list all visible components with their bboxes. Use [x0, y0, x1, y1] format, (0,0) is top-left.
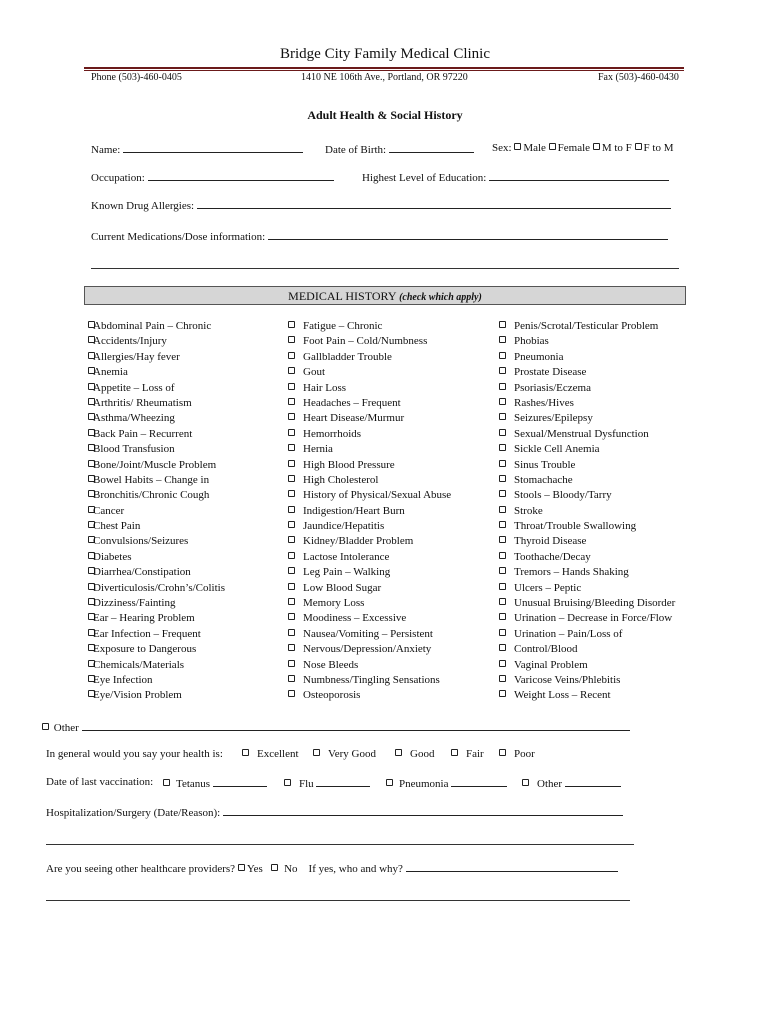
condition-label: Accidents/Injury — [93, 335, 167, 348]
providers-yes-checkbox[interactable] — [238, 864, 245, 871]
sex-option-ftm: F to M — [643, 142, 674, 154]
condition-vaginal-problem[interactable] — [499, 658, 675, 673]
condition-label: Gout — [303, 366, 325, 379]
checkbox-icon[interactable] — [499, 690, 506, 697]
condition-label: Sickle Cell Anemia — [514, 443, 600, 456]
condition-ear-hearing-problem[interactable] — [88, 611, 225, 626]
name-field[interactable] — [123, 142, 303, 153]
condition-label: Bone/Joint/Muscle Problem — [93, 458, 217, 471]
checkbox-icon[interactable] — [288, 490, 295, 497]
condition-diverticulosis-crohn-s-colitis[interactable] — [88, 581, 225, 596]
condition-label: Hernia — [303, 443, 333, 456]
condition-label: Varicose Veins/Phlebitis — [514, 673, 621, 686]
condition-accidents-injury[interactable] — [88, 334, 225, 349]
header-rule-thin — [84, 70, 684, 71]
condition-label: Nose Bleeds — [303, 658, 359, 671]
condition-cancer[interactable] — [88, 504, 225, 519]
vaccination-label: Date of last vaccination: — [46, 776, 154, 788]
checkbox-icon[interactable] — [242, 749, 249, 756]
condition-appetite-loss-of[interactable] — [88, 381, 225, 396]
medications-field[interactable] — [268, 229, 668, 240]
providers-follow-up-label: If yes, who and why? — [308, 863, 403, 875]
checkbox-icon[interactable] — [288, 644, 295, 651]
condition-rashes-hives[interactable] — [499, 396, 675, 411]
condition-label: Tremors – Hands Shaking — [514, 566, 629, 579]
sex-female-checkbox[interactable] — [549, 143, 556, 150]
checkbox-icon[interactable] — [288, 444, 295, 451]
condition-urination-decrease-in-force-flow[interactable] — [499, 611, 675, 626]
condition-prostate-disease[interactable] — [499, 365, 675, 380]
health-option-poor[interactable] — [499, 748, 535, 760]
condition-back-pain-recurrent[interactable] — [88, 427, 225, 442]
dob-field-row — [325, 142, 474, 156]
condition-label: Exposure to Dangerous — [93, 643, 197, 656]
condition-fatigue-chronic[interactable] — [288, 319, 451, 334]
vaccine-tetanus — [163, 776, 267, 790]
medical-history-title: MEDICAL HISTORY — [288, 289, 397, 303]
sex-option-female: Female — [557, 142, 591, 154]
condition-label: Bowel Habits – Change in — [93, 473, 210, 486]
condition-bronchitis-chronic-cough[interactable] — [88, 488, 225, 503]
condition-label: Foot Pain – Cold/Numbness — [303, 335, 428, 348]
condition-allergies-hay-fever[interactable] — [88, 350, 225, 365]
condition-stomachache[interactable] — [499, 473, 675, 488]
health-option-fair[interactable] — [451, 748, 484, 760]
checkbox-icon[interactable] — [395, 749, 402, 756]
medications-label: Current Medications/Dose information: — [91, 231, 266, 243]
checkbox-icon[interactable] — [499, 521, 506, 528]
condition-ear-infection-frequent[interactable] — [88, 627, 225, 642]
checkbox-icon[interactable] — [451, 749, 458, 756]
condition-diarrhea-constipation[interactable] — [88, 565, 225, 580]
condition-blood-transfusion[interactable] — [88, 442, 225, 457]
condition-sinus-trouble[interactable] — [499, 458, 675, 473]
condition-bowel-habits-change-in[interactable] — [88, 473, 225, 488]
health-option-label: Very Good — [328, 748, 376, 760]
checkbox-icon[interactable] — [288, 552, 295, 559]
condition-label: Psoriasis/Eczema — [514, 381, 591, 394]
condition-label: History of Physical/Sexual Abuse — [303, 489, 452, 502]
condition-label: Cancer — [93, 504, 125, 517]
other-condition-field[interactable] — [82, 720, 630, 731]
condition-label: Phobias — [514, 335, 549, 348]
condition-sexual-menstrual-dysfunction[interactable] — [499, 427, 675, 442]
vaccine-label: Pneumonia — [399, 778, 449, 790]
sex-label: Sex: — [492, 142, 512, 154]
education-label: Highest Level of Education: — [362, 172, 487, 184]
providers-follow-up-field[interactable] — [406, 861, 618, 872]
medical-history-header — [84, 286, 686, 305]
condition-heart-disease-murmur[interactable] — [288, 411, 451, 426]
condition-label: Heart Disease/Murmur — [303, 412, 405, 425]
condition-label: Rashes/Hives — [514, 396, 574, 409]
condition-throat-trouble-swallowing[interactable] — [499, 519, 675, 534]
providers-extra-line[interactable] — [46, 900, 630, 901]
hospitalization-field[interactable] — [223, 805, 623, 816]
vaccine-pneumonia — [386, 776, 507, 790]
condition-anemia[interactable] — [88, 365, 225, 380]
providers-no-checkbox[interactable] — [271, 864, 278, 871]
condition-eye-infection[interactable] — [88, 673, 225, 688]
condition-label: Urination – Decrease in Force/Flow — [514, 612, 673, 625]
sex-option-male: Male — [523, 142, 546, 154]
condition-sickle-cell-anemia[interactable] — [499, 442, 675, 457]
condition-gallbladder-trouble[interactable] — [288, 350, 451, 365]
condition-diabetes[interactable] — [88, 550, 225, 565]
checkbox-icon[interactable] — [288, 690, 295, 697]
checkbox-icon[interactable] — [499, 490, 506, 497]
condition-gout[interactable] — [288, 365, 451, 380]
hospitalization-row — [46, 805, 623, 819]
condition-label: Osteoporosis — [303, 689, 361, 702]
condition-label: Throat/Trouble Swallowing — [514, 520, 637, 533]
checkbox-icon[interactable] — [499, 383, 506, 390]
condition-urination-pain-loss-of[interactable] — [499, 627, 675, 642]
checkbox-icon[interactable] — [288, 613, 295, 620]
condition-label: Hair Loss — [303, 381, 347, 394]
checkbox-icon[interactable] — [499, 413, 506, 420]
checkbox-icon[interactable] — [499, 460, 506, 467]
header-rule — [84, 67, 684, 69]
sex-ftm-checkbox[interactable] — [635, 143, 642, 150]
condition-label: Ulcers – Peptic — [514, 581, 582, 594]
allergies-field-row — [91, 198, 671, 212]
checkbox-icon[interactable] — [288, 321, 295, 328]
condition-label: Chest Pain — [93, 520, 141, 533]
condition-label: Unusual Bruising/Bleeding Disorder — [514, 597, 676, 610]
tetanus-date-field[interactable] — [213, 776, 267, 787]
condition-label: Jaundice/Hepatitis — [303, 520, 385, 533]
condition-label: Headaches – Frequent — [303, 396, 401, 409]
checkbox-icon[interactable] — [288, 598, 295, 605]
condition-psoriasis-eczema[interactable] — [499, 381, 675, 396]
sex-option-mtf: M to F — [601, 142, 632, 154]
condition-label: Hemorrhoids — [303, 427, 362, 440]
medications-field-row — [91, 229, 668, 243]
condition-label: Control/Blood — [514, 643, 578, 656]
providers-no-label: No — [284, 863, 298, 875]
education-field-row — [362, 170, 669, 184]
checkbox-icon[interactable] — [499, 613, 506, 620]
hospitalization-extra-line[interactable] — [46, 844, 634, 845]
condition-label: Stools – Bloody/Tarry — [514, 489, 612, 502]
condition-asthma-wheezing[interactable] — [88, 411, 225, 426]
checkbox-icon[interactable] — [499, 749, 506, 756]
tetanus-checkbox[interactable] — [163, 779, 170, 786]
condition-nervous-depression-anxiety[interactable] — [288, 642, 451, 657]
checkbox-icon[interactable] — [499, 644, 506, 651]
health-option-label: Good — [410, 748, 435, 760]
condition-label: Anemia — [93, 366, 128, 379]
pneumonia-checkbox[interactable] — [386, 779, 393, 786]
hospitalization-label: Hospitalization/Surgery (Date/Reason): — [46, 807, 221, 819]
condition-thyroid-disease[interactable] — [499, 534, 675, 549]
condition-label: Convulsions/Seizures — [93, 535, 189, 548]
education-field[interactable] — [489, 170, 669, 181]
clinic-name: Bridge City Family Medical Clinic — [280, 46, 490, 62]
condition-high-blood-pressure[interactable] — [288, 458, 451, 473]
condition-label: Indigestion/Heart Burn — [303, 504, 405, 517]
condition-nausea-vomiting-persistent[interactable] — [288, 627, 451, 642]
condition-arthritis-rheumatism[interactable] — [88, 396, 225, 411]
health-question: In general would you say your health is: — [46, 748, 223, 760]
health-option-label: Fair — [466, 748, 484, 760]
condition-pneumonia[interactable] — [499, 350, 675, 365]
condition-label: Penis/Scrotal/Testicular Problem — [514, 320, 659, 332]
condition-label: Thyroid Disease — [514, 535, 587, 548]
checkbox-icon[interactable] — [499, 475, 506, 482]
condition-label: Numbness/Tingling Sensations — [303, 673, 440, 686]
condition-label: Fatigue – Chronic — [303, 320, 383, 332]
condition-unusual-bruising-bleeding-disorder[interactable] — [499, 596, 675, 611]
condition-label: Eye/Vision Problem — [93, 689, 182, 702]
checkbox-icon[interactable] — [499, 336, 506, 343]
condition-label: Ear Infection – Frequent — [93, 627, 201, 640]
condition-label: Gallbladder Trouble — [303, 350, 392, 363]
condition-label: Dizziness/Fainting — [93, 597, 176, 610]
name-field-row — [91, 142, 303, 156]
flu-checkbox[interactable] — [284, 779, 291, 786]
condition-tremors-hands-shaking[interactable] — [499, 565, 675, 580]
condition-label: Diverticulosis/Crohn’s/Colitis — [93, 581, 226, 594]
checkbox-icon[interactable] — [288, 429, 295, 436]
checkbox-icon[interactable] — [288, 460, 295, 467]
condition-label: Moodiness – Excessive — [303, 612, 407, 625]
sex-male-checkbox[interactable] — [514, 143, 521, 150]
occupation-label: Occupation: — [91, 172, 145, 184]
condition-label: Pneumonia — [514, 350, 564, 363]
other-vaccine-date-field[interactable] — [565, 776, 621, 787]
providers-question: Are you seeing other healthcare providers? — [46, 863, 236, 875]
checkbox-icon[interactable] — [499, 429, 506, 436]
condition-stools-bloody-tarry[interactable] — [499, 488, 675, 503]
checkbox-icon[interactable] — [313, 749, 320, 756]
medications-extra-line[interactable] — [91, 268, 679, 269]
checkbox-icon[interactable] — [288, 413, 295, 420]
condition-label: Urination – Pain/Loss of — [514, 627, 623, 640]
clinic-phone: Phone (503)-460-0405 — [91, 72, 182, 83]
allergies-field[interactable] — [197, 198, 671, 209]
condition-label: Diabetes — [93, 550, 132, 563]
condition-chest-pain[interactable] — [88, 519, 225, 534]
condition-abdominal-pain-chronic[interactable] — [88, 319, 225, 334]
condition-dizziness-fainting[interactable] — [88, 596, 225, 611]
condition-exposure-to-dangerous[interactable] — [88, 642, 225, 657]
condition-label: Asthma/Wheezing — [93, 412, 175, 425]
checkbox-icon[interactable] — [288, 536, 295, 543]
condition-label: Lactose Intolerance — [303, 550, 390, 563]
checkbox-icon[interactable] — [288, 567, 295, 574]
occupation-field-row — [91, 170, 334, 184]
condition-leg-pain-walking[interactable] — [288, 565, 451, 580]
other-label: Other — [53, 722, 79, 734]
condition-varicose-veins-phlebitis[interactable] — [499, 673, 675, 688]
condition-jaundice-hepatitis[interactable] — [288, 519, 451, 534]
condition-label: High Cholesterol — [303, 473, 379, 486]
condition-label: Arthritis/ Rheumatism — [93, 396, 192, 409]
condition-control-blood[interactable] — [499, 642, 675, 657]
checkbox-icon[interactable] — [288, 506, 295, 513]
checkbox-icon[interactable] — [499, 660, 506, 667]
providers-yes-label: Yes — [246, 863, 263, 875]
condition-label: High Blood Pressure — [303, 458, 395, 471]
condition-hair-loss[interactable] — [288, 381, 451, 396]
condition-seizures-epilepsy[interactable] — [499, 411, 675, 426]
checkbox-icon[interactable] — [499, 567, 506, 574]
condition-label: Abdominal Pain – Chronic — [93, 320, 212, 332]
condition-label: Chemicals/Materials — [93, 658, 185, 671]
other-vaccine-checkbox[interactable] — [522, 779, 529, 786]
condition-eye-vision-problem[interactable] — [88, 688, 225, 703]
history-column-2 — [288, 319, 451, 704]
condition-label: Vaginal Problem — [514, 658, 588, 671]
condition-label: Low Blood Sugar — [303, 581, 382, 594]
condition-label: Diarrhea/Constipation — [93, 566, 191, 579]
condition-label: Toothache/Decay — [514, 550, 591, 563]
vaccine-label: Other — [537, 778, 563, 790]
medical-history-subtitle: (check which apply) — [399, 292, 482, 303]
checkbox-icon[interactable] — [288, 583, 295, 590]
providers-row — [46, 861, 618, 875]
health-option-label: Excellent — [257, 748, 299, 760]
clinic-fax: Fax (503)-460-0430 — [598, 72, 679, 83]
condition-label: Sexual/Menstrual Dysfunction — [514, 427, 649, 440]
checkbox-icon[interactable] — [288, 675, 295, 682]
condition-label: Back Pain – Recurrent — [93, 427, 193, 440]
clinic-address: 1410 NE 106th Ave., Portland, OR 97220 — [301, 72, 468, 83]
checkbox-icon[interactable] — [499, 552, 506, 559]
checkbox-icon[interactable] — [499, 321, 506, 328]
health-option-good[interactable] — [395, 748, 434, 760]
checkbox-icon[interactable] — [499, 675, 506, 682]
checkbox-icon[interactable] — [288, 398, 295, 405]
checkbox-icon[interactable] — [288, 367, 295, 374]
condition-label: Blood Transfusion — [93, 443, 175, 456]
condition-label: Memory Loss — [303, 597, 365, 610]
condition-label: Stomachache — [514, 473, 573, 486]
condition-convulsions-seizures[interactable] — [88, 534, 225, 549]
dob-field[interactable] — [389, 142, 474, 153]
condition-label: Stroke — [514, 504, 543, 517]
flu-date-field[interactable] — [316, 776, 370, 787]
condition-ulcers-peptic[interactable] — [499, 581, 675, 596]
vaccine-label: Tetanus — [176, 778, 211, 790]
health-option-label: Poor — [514, 748, 535, 760]
condition-osteoporosis[interactable] — [288, 688, 451, 703]
condition-numbness-tingling-sensations[interactable] — [288, 673, 451, 688]
checkbox-icon[interactable] — [288, 629, 295, 636]
condition-toothache-decay[interactable] — [499, 550, 675, 565]
checkbox-icon[interactable] — [288, 383, 295, 390]
condition-chemicals-materials[interactable] — [88, 658, 225, 673]
sex-field-row — [492, 142, 674, 154]
name-label: Name: — [91, 144, 121, 156]
condition-bone-joint-muscle-problem[interactable] — [88, 458, 225, 473]
condition-memory-loss[interactable] — [288, 596, 451, 611]
checkbox-icon[interactable] — [499, 444, 506, 451]
history-column-1 — [88, 319, 225, 704]
health-option-excellent[interactable] — [242, 748, 299, 760]
checkbox-icon[interactable] — [499, 398, 506, 405]
checkbox-icon[interactable] — [499, 352, 506, 359]
form-title: Adult Health & Social History — [307, 108, 463, 122]
vaccine-label: Flu — [299, 778, 314, 790]
condition-weight-loss-recent[interactable] — [499, 688, 675, 703]
condition-label: Ear – Hearing Problem — [93, 612, 195, 625]
pneumonia-date-field[interactable] — [451, 776, 507, 787]
checkbox-icon[interactable] — [288, 660, 295, 667]
condition-label: Nervous/Depression/Anxiety — [303, 643, 432, 656]
condition-hernia[interactable] — [288, 442, 451, 457]
condition-phobias[interactable] — [499, 334, 675, 349]
checkbox-icon[interactable] — [499, 598, 506, 605]
checkbox-icon[interactable] — [288, 352, 295, 359]
condition-label: Prostate Disease — [514, 366, 587, 379]
sex-mtf-checkbox[interactable] — [593, 143, 600, 150]
condition-headaches-frequent[interactable] — [288, 396, 451, 411]
condition-label: Weight Loss – Recent — [514, 689, 611, 702]
condition-indigestion-heart-burn[interactable] — [288, 504, 451, 519]
condition-label: Bronchitis/Chronic Cough — [93, 489, 210, 502]
checkbox-icon[interactable] — [499, 367, 506, 374]
checkbox-icon[interactable] — [499, 536, 506, 543]
checkbox-icon[interactable] — [499, 583, 506, 590]
checkbox-icon[interactable] — [288, 475, 295, 482]
condition-label: Seizures/Epilepsy — [514, 412, 593, 425]
condition-label: Allergies/Hay fever — [93, 350, 180, 363]
condition-label: Kidney/Bladder Problem — [303, 535, 414, 548]
checkbox-icon[interactable] — [499, 506, 506, 513]
condition-label: Eye Infection — [93, 673, 153, 686]
vaccine-other — [522, 776, 621, 790]
other-condition-row — [42, 720, 630, 734]
history-column-3 — [499, 319, 675, 704]
condition-label: Sinus Trouble — [514, 458, 576, 471]
condition-label: Leg Pain – Walking — [303, 566, 391, 579]
dob-label: Date of Birth: — [325, 144, 387, 156]
condition-kidney-bladder-problem[interactable] — [288, 534, 451, 549]
checkbox-icon[interactable] — [499, 629, 506, 636]
condition-nose-bleeds[interactable] — [288, 658, 451, 673]
checkbox-icon[interactable] — [288, 521, 295, 528]
condition-high-cholesterol[interactable] — [288, 473, 451, 488]
condition-low-blood-sugar[interactable] — [288, 581, 451, 596]
condition-moodiness-excessive[interactable] — [288, 611, 451, 626]
condition-label: Appetite – Loss of — [93, 381, 175, 394]
occupation-field[interactable] — [148, 170, 334, 181]
checkbox-icon[interactable] — [288, 336, 295, 343]
allergies-label: Known Drug Allergies: — [91, 200, 195, 212]
condition-foot-pain-cold-numbness[interactable] — [288, 334, 451, 349]
condition-history-of-physical-sexual-abuse[interactable] — [288, 488, 451, 503]
other-checkbox[interactable] — [42, 723, 49, 730]
condition-penis-scrotal-testicular-problem[interactable] — [499, 319, 675, 334]
condition-label: Nausea/Vomiting – Persistent — [303, 627, 433, 640]
condition-stroke[interactable] — [499, 504, 675, 519]
condition-lactose-intolerance[interactable] — [288, 550, 451, 565]
condition-hemorrhoids[interactable] — [288, 427, 451, 442]
health-option-very-good[interactable] — [313, 748, 376, 760]
vaccine-flu — [284, 776, 370, 790]
